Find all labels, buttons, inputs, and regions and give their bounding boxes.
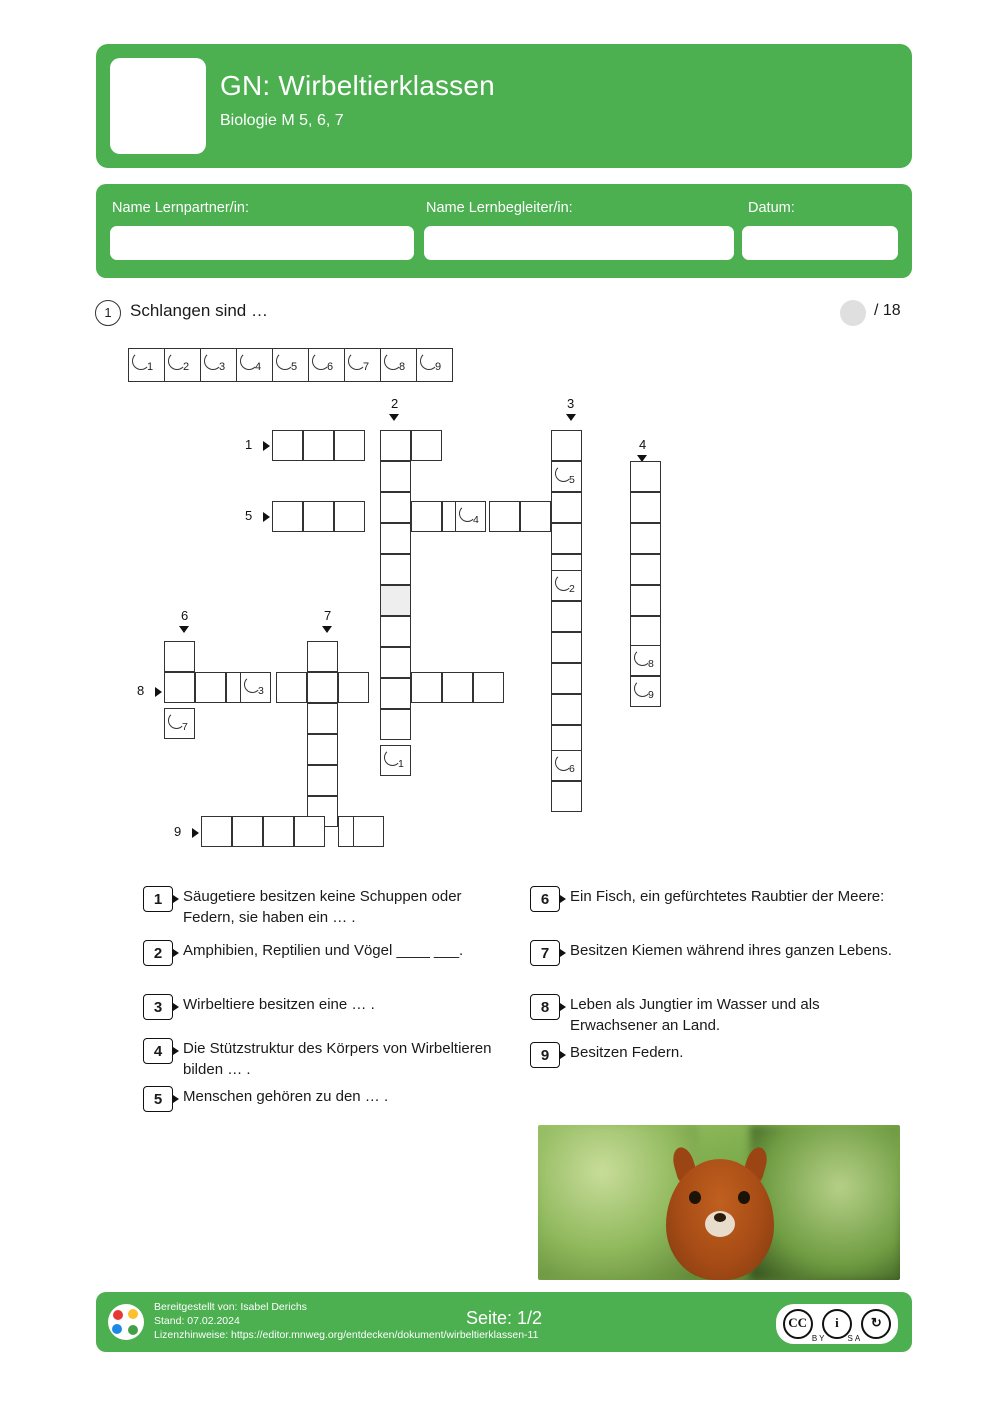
page-subtitle: Biologie M 5, 6, 7: [220, 112, 344, 129]
arrow-down-icon: [566, 414, 576, 421]
solution-cell-index: 7: [363, 361, 370, 373]
crossword-clue-number-9: 9: [174, 824, 182, 839]
crossword-cell[interactable]: [630, 492, 661, 523]
clue-item: [530, 940, 900, 966]
crossword-cell[interactable]: [411, 430, 442, 461]
solution-cell-index: 4: [255, 361, 262, 373]
clue-item: [530, 1042, 900, 1068]
cc-sub-labels: [778, 1334, 896, 1343]
crossword-cell[interactable]: [630, 645, 661, 676]
clue-text: Leben als Jungtier im Wasser und als Erwachsener an Land.: [570, 996, 820, 1034]
footer-credit-line1: Bereitgestellt von: Isabel Derichs: [154, 1301, 307, 1313]
crossword-cell[interactable]: [164, 708, 195, 739]
clue-text: Wirbeltiere besitzen eine … .: [183, 996, 375, 1013]
creative-commons-badge: [776, 1304, 898, 1344]
label-datum: Datum:: [748, 200, 795, 216]
solution-cell-index: 3: [219, 361, 226, 373]
document-footer: [96, 1292, 912, 1352]
arrow-right-icon: [173, 1047, 179, 1055]
crossword-clue-number-7: 7: [324, 608, 332, 623]
crossword-cell[interactable]: [551, 430, 582, 461]
crossword-cell[interactable]: [195, 672, 226, 703]
arrow-right-icon: [173, 949, 179, 957]
crossword-cell[interactable]: [630, 585, 661, 616]
squirrel-photo: [538, 1125, 900, 1280]
crossword-cell[interactable]: [551, 750, 582, 781]
clue-item: [530, 994, 900, 1036]
crossword-cell[interactable]: [551, 781, 582, 812]
arrow-right-icon: [263, 441, 270, 451]
cc-by-icon: i: [822, 1309, 852, 1339]
crossword-cell[interactable]: [380, 430, 411, 461]
crossword-cell[interactable]: [411, 501, 442, 532]
crossword-cell[interactable]: [380, 745, 411, 776]
crossword-cell[interactable]: [263, 816, 294, 847]
crossword-cell[interactable]: [307, 672, 338, 703]
crossword-cell[interactable]: [630, 676, 661, 707]
clue-number-box: 5: [143, 1086, 173, 1112]
crossword-cell[interactable]: [353, 816, 384, 847]
clue-item: [530, 886, 900, 912]
crossword-cell-index: 6: [569, 763, 575, 775]
crossword-clue-number-5: 5: [245, 508, 253, 523]
crossword-cell[interactable]: [380, 492, 411, 523]
squirrel-eye-right: [738, 1191, 750, 1204]
crossword-clue-number-3: 3: [567, 396, 575, 411]
crossword-cell-index: 3: [258, 685, 264, 697]
label-lernbegleiter: Name Lernbegleiter/in:: [426, 200, 573, 216]
crossword-cell[interactable]: [520, 501, 551, 532]
crossword-cell[interactable]: [303, 430, 334, 461]
crossword-cell-index: 1: [398, 758, 404, 770]
solution-cell-index: 8: [399, 361, 406, 373]
clue-number-box: 2: [143, 940, 173, 966]
crossword-cell[interactable]: [303, 501, 334, 532]
clue-number-box: 6: [530, 886, 560, 912]
crossword-cell-index: 8: [648, 658, 654, 670]
arrow-down-icon: [389, 414, 399, 421]
crossword-cell[interactable]: [551, 492, 582, 523]
clue-number-box: 3: [143, 994, 173, 1020]
crossword-cell[interactable]: [442, 672, 473, 703]
clue-text: Besitzen Kiemen während ihres ganzen Lebens.: [570, 942, 892, 959]
crossword-cell[interactable]: [630, 461, 661, 492]
crossword-cell[interactable]: [307, 765, 338, 796]
footer-credit-line2: Stand: 07.02.2024: [154, 1315, 240, 1327]
crossword-cell[interactable]: [272, 501, 303, 532]
arrow-right-icon: [560, 895, 566, 903]
crossword-clue-number-1: 1: [245, 437, 253, 452]
crossword-cell[interactable]: [307, 703, 338, 734]
crossword-cell[interactable]: [338, 672, 369, 703]
crossword-cell[interactable]: [551, 694, 582, 725]
crossword-cell[interactable]: [473, 672, 504, 703]
solution-cell-index: 6: [327, 361, 334, 373]
crossword-cell[interactable]: [380, 616, 411, 647]
crossword-clue-number-4: 4: [639, 437, 647, 452]
arrow-right-icon: [560, 1051, 566, 1059]
crossword-cell[interactable]: [380, 678, 411, 709]
crossword-cell[interactable]: [380, 647, 411, 678]
crossword-clue-number-8: 8: [137, 683, 145, 698]
solution-cell-index: 1: [147, 361, 154, 373]
clue-number-box: 8: [530, 994, 560, 1020]
crossword-cell[interactable]: [551, 523, 582, 554]
arrow-right-icon: [173, 1003, 179, 1011]
crossword-cell[interactable]: [272, 430, 303, 461]
clue-text: Säugetiere besitzen keine Schuppen oder Federn, sie haben ein … .: [183, 888, 462, 926]
cc-by-label: BY: [811, 1334, 827, 1343]
arrow-right-icon: [173, 1095, 179, 1103]
crossword-cell[interactable]: [551, 663, 582, 694]
crossword-cell[interactable]: [411, 672, 442, 703]
crossword-cell[interactable]: [307, 641, 338, 672]
clue-text: Amphibien, Reptilien und Vögel ____ ___.: [183, 942, 464, 959]
arrow-down-icon: [322, 626, 332, 633]
task-instruction: Schlangen sind …: [130, 301, 268, 320]
crossword-cell[interactable]: [630, 616, 661, 647]
clue-text: Ein Fisch, ein gefürchtetes Raubtier der Meere:: [570, 888, 885, 905]
crossword-cell[interactable]: [630, 554, 661, 585]
crossword-cell[interactable]: [380, 554, 411, 585]
crossword-cell[interactable]: [294, 816, 325, 847]
clue-text: Die Stützstruktur des Körpers von Wirbeltieren bilden … .: [183, 1040, 492, 1078]
arrow-right-icon: [560, 1003, 566, 1011]
arrow-right-icon: [173, 895, 179, 903]
clue-number-box: 9: [530, 1042, 560, 1068]
crossword-cell[interactable]: [630, 523, 661, 554]
solution-cell-index: 2: [183, 361, 190, 373]
crossword-cell[interactable]: [380, 709, 411, 740]
crossword-cell[interactable]: [380, 461, 411, 492]
arrow-right-icon: [263, 512, 270, 522]
arrow-right-icon: [155, 687, 162, 697]
crossword-clue-number-2: 2: [391, 396, 399, 411]
crossword-cell[interactable]: [551, 461, 582, 492]
crossword-cell[interactable]: [489, 501, 520, 532]
arrow-down-icon: [179, 626, 189, 633]
label-lernpartner: Name Lernpartner/in:: [112, 200, 250, 216]
arrow-right-icon: [192, 828, 199, 838]
crossword-cell[interactable]: [551, 601, 582, 632]
crossword-cell[interactable]: [240, 672, 271, 703]
page-title: GN: Wirbeltierklassen: [220, 70, 495, 101]
points-total: / 18: [874, 302, 901, 319]
cc-icon: CC: [783, 1309, 813, 1339]
clue-item: [143, 994, 493, 1020]
squirrel-nose: [714, 1213, 726, 1222]
crossword-cell[interactable]: [164, 641, 195, 672]
crossword-cell[interactable]: [164, 672, 195, 703]
task-number: 1: [95, 300, 121, 326]
clue-text: Besitzen Federn.: [570, 1044, 684, 1061]
crossword-cell[interactable]: [307, 734, 338, 765]
crossword-cell[interactable]: [551, 632, 582, 663]
crossword-cell-shaded[interactable]: [380, 585, 411, 616]
clue-text: Menschen gehören zu den … .: [183, 1088, 389, 1105]
crossword-clue-number-6: 6: [181, 608, 189, 623]
crossword-cell[interactable]: [201, 816, 232, 847]
clue-item: [143, 1086, 493, 1112]
arrow-right-icon: [560, 949, 566, 957]
crossword-cell-index: 7: [182, 721, 188, 733]
clue-number-box: 1: [143, 886, 173, 912]
solution-cell-index: 5: [291, 361, 298, 373]
cc-sa-icon: ↻: [861, 1309, 891, 1339]
cc-sa-label: SA: [847, 1334, 863, 1343]
clue-item: [143, 1038, 498, 1080]
photo-background-right: [750, 1125, 900, 1280]
squirrel-eye-left: [689, 1191, 701, 1204]
crossword-cell[interactable]: [276, 672, 307, 703]
footer-license-link[interactable]: Lizenzhinweise: https://editor.mnweg.org/entdecken/dokument/wirbeltierklassen-11: [154, 1329, 539, 1341]
crossword-cell[interactable]: [455, 501, 486, 532]
clue-number-box: 4: [143, 1038, 173, 1064]
crossword-cell-index: 4: [473, 514, 479, 526]
crossword-cell-index: 2: [569, 583, 575, 595]
crossword-cell-index: 5: [569, 474, 575, 486]
solution-cell-index: 9: [435, 361, 442, 373]
clue-item: [143, 886, 493, 928]
page-indicator: Seite: 1/2: [465, 1308, 543, 1328]
crossword-cell[interactable]: [232, 816, 263, 847]
crossword-cell[interactable]: [334, 501, 365, 532]
crossword-cell[interactable]: [380, 523, 411, 554]
clue-number-box: 7: [530, 940, 560, 966]
crossword-cell-index: 9: [648, 689, 654, 701]
clue-item: [143, 940, 493, 966]
crossword-cell[interactable]: [334, 430, 365, 461]
crossword-cell[interactable]: [551, 570, 582, 601]
